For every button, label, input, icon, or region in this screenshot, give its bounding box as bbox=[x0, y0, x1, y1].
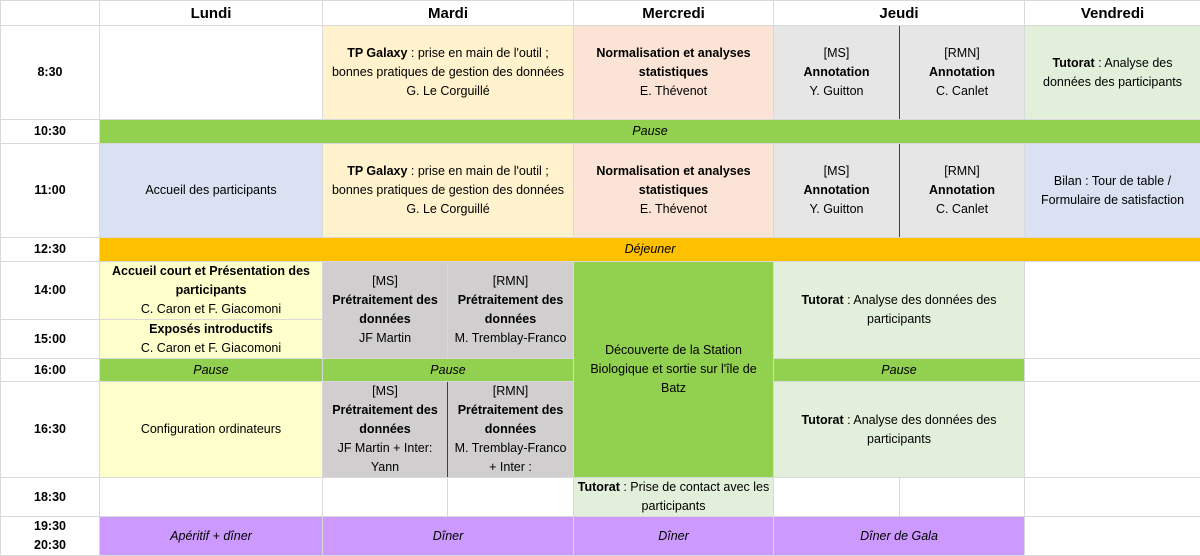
session-tp-galaxy-2 bbox=[323, 144, 574, 238]
session-title: Accueil court et Présentation des participants bbox=[112, 264, 310, 297]
session-exposes bbox=[100, 320, 323, 359]
track-tag: [RMN] bbox=[944, 164, 979, 178]
session-title: Tutorat bbox=[578, 480, 620, 494]
track-tag: [MS] bbox=[824, 46, 850, 60]
session-title: Prétraitement des données bbox=[458, 403, 564, 436]
day-header-mardi: Mardi bbox=[323, 1, 574, 26]
session-title: Normalisation et analyses statistiques bbox=[596, 164, 750, 197]
header-row bbox=[1, 1, 1200, 26]
row-1400 bbox=[1, 262, 1200, 320]
session-title: Tutorat bbox=[802, 293, 844, 307]
session-speaker: C. Caron et F. Giacomoni bbox=[141, 341, 281, 355]
session-title: Annotation bbox=[804, 65, 870, 79]
pause-jeudi: Pause bbox=[774, 359, 1025, 382]
time-1100: 11:00 bbox=[1, 144, 100, 238]
time-1930: 19:30 bbox=[34, 519, 66, 533]
session-speaker: Y. Guitton bbox=[810, 84, 864, 98]
pause-mardi: Pause bbox=[323, 359, 574, 382]
session-annotation-rmn-2 bbox=[900, 144, 1025, 238]
lundi-1830-empty bbox=[100, 478, 323, 517]
time-evening bbox=[1, 517, 100, 556]
session-tutorat-contact bbox=[574, 478, 774, 517]
session-configuration: Configuration ordinateurs bbox=[100, 382, 323, 478]
lunch-bar: Déjeuner bbox=[100, 238, 1200, 262]
session-title: Prétraitement des données bbox=[458, 293, 564, 326]
session-normalisation-1 bbox=[574, 26, 774, 120]
row-1100 bbox=[1, 144, 1200, 238]
row-0830 bbox=[1, 26, 1200, 120]
time-0830: 8:30 bbox=[1, 26, 100, 120]
session-pretraitement-rmn-1 bbox=[448, 262, 574, 359]
session-accueil: Accueil des participants bbox=[100, 144, 323, 238]
day-header-lundi: Lundi bbox=[100, 1, 323, 26]
session-annotation-ms-2 bbox=[774, 144, 900, 238]
row-1230 bbox=[1, 238, 1200, 262]
session-tutorat-jeudi-2 bbox=[774, 382, 1025, 478]
row-1830 bbox=[1, 478, 1200, 517]
lundi-0830-empty bbox=[100, 26, 323, 120]
session-pretraitement-ms-2 bbox=[323, 382, 448, 478]
corner-cell bbox=[1, 1, 100, 26]
session-title: Exposés introductifs bbox=[149, 322, 273, 336]
session-title: Tutorat bbox=[1053, 56, 1095, 70]
day-header-jeudi: Jeudi bbox=[774, 1, 1025, 26]
session-title: Normalisation et analyses statistiques bbox=[596, 46, 750, 79]
day-header-vendredi: Vendredi bbox=[1025, 1, 1200, 26]
vendredi-1630-empty bbox=[1025, 382, 1200, 478]
session-speaker: G. Le Corguillé bbox=[406, 202, 489, 216]
track-tag: [RMN] bbox=[944, 46, 979, 60]
row-evening bbox=[1, 517, 1200, 556]
session-speaker: JF Martin + Inter: Yann bbox=[338, 441, 433, 474]
mardi-ms-1830-empty bbox=[323, 478, 448, 517]
mardi-rmn-1830-empty bbox=[448, 478, 574, 517]
session-annotation-ms-1 bbox=[774, 26, 900, 120]
session-desc: : Analyse des données des participants bbox=[844, 293, 997, 326]
session-title: TP Galaxy bbox=[347, 164, 407, 178]
track-tag: [MS] bbox=[372, 384, 398, 398]
evening-mardi: Dîner bbox=[323, 517, 574, 556]
session-normalisation-2 bbox=[574, 144, 774, 238]
pause-bar-morning: Pause bbox=[100, 120, 1200, 144]
session-speaker: E. Thévenot bbox=[640, 84, 707, 98]
session-speaker: C. Canlet bbox=[936, 84, 988, 98]
session-bilan: Bilan : Tour de table / Formulaire de satisfaction bbox=[1025, 144, 1200, 238]
session-speaker: E. Thévenot bbox=[640, 202, 707, 216]
session-pretraitement-ms-1 bbox=[323, 262, 448, 359]
session-decouverte: Découverte de la Station Biologique et sortie sur l'île de Batz bbox=[574, 262, 774, 478]
session-desc: : Analyse des données des participants bbox=[1043, 56, 1182, 89]
session-speaker: C. Caron et F. Giacomoni bbox=[141, 302, 281, 316]
session-title: TP Galaxy bbox=[347, 46, 407, 60]
time-1230: 12:30 bbox=[1, 238, 100, 262]
session-tutorat-jeudi-1 bbox=[774, 262, 1025, 359]
session-accueil-court bbox=[100, 262, 323, 320]
session-title: Prétraitement des données bbox=[332, 403, 438, 436]
time-1630: 16:30 bbox=[1, 382, 100, 478]
session-title: Annotation bbox=[929, 183, 995, 197]
time-1030: 10:30 bbox=[1, 120, 100, 144]
vendredi-evening-empty bbox=[1025, 517, 1200, 556]
session-desc: : prise en main de l'outil ; bonnes pratiques de gestion des données bbox=[332, 164, 564, 197]
jeudi-ms-1830-empty bbox=[774, 478, 900, 517]
session-speaker: M. Tremblay-Franco + Inter : bbox=[455, 441, 567, 474]
evening-mercredi: Dîner bbox=[574, 517, 774, 556]
jeudi-rmn-1830-empty bbox=[900, 478, 1025, 517]
evening-lundi: Apéritif + dîner bbox=[100, 517, 323, 556]
session-title: Annotation bbox=[804, 183, 870, 197]
session-speaker: G. Le Corguillé bbox=[406, 84, 489, 98]
session-annotation-rmn-1 bbox=[900, 26, 1025, 120]
track-tag: [MS] bbox=[824, 164, 850, 178]
session-speaker: C. Canlet bbox=[936, 202, 988, 216]
session-title: Tutorat bbox=[802, 413, 844, 427]
track-tag: [RMN] bbox=[493, 274, 528, 288]
track-tag: [RMN] bbox=[493, 384, 528, 398]
time-1830: 18:30 bbox=[1, 478, 100, 517]
session-speaker: JF Martin bbox=[359, 331, 411, 345]
session-tp-galaxy-1 bbox=[323, 26, 574, 120]
session-speaker: M. Tremblay-Franco bbox=[455, 331, 567, 345]
pause-lundi: Pause bbox=[100, 359, 323, 382]
session-desc: : Analyse des données des participants bbox=[844, 413, 997, 446]
session-pretraitement-rmn-2 bbox=[448, 382, 574, 478]
time-1500: 15:00 bbox=[1, 320, 100, 359]
vendredi-1600-empty bbox=[1025, 359, 1200, 382]
time-1600: 16:00 bbox=[1, 359, 100, 382]
vendredi-1400-empty bbox=[1025, 262, 1200, 359]
session-desc: : Prise de contact avec les participants bbox=[620, 480, 769, 513]
time-1400: 14:00 bbox=[1, 262, 100, 320]
track-tag: [MS] bbox=[372, 274, 398, 288]
day-header-mercredi: Mercredi bbox=[574, 1, 774, 26]
session-title: Annotation bbox=[929, 65, 995, 79]
session-speaker: Y. Guitton bbox=[810, 202, 864, 216]
session-tutorat-vendredi bbox=[1025, 26, 1200, 120]
time-2030: 20:30 bbox=[34, 538, 66, 552]
evening-jeudi: Dîner de Gala bbox=[774, 517, 1025, 556]
row-1030 bbox=[1, 120, 1200, 144]
session-desc: : prise en main de l'outil ; bonnes pratiques de gestion des données bbox=[332, 46, 564, 79]
session-title: Prétraitement des données bbox=[332, 293, 438, 326]
vendredi-1830-empty bbox=[1025, 478, 1200, 517]
